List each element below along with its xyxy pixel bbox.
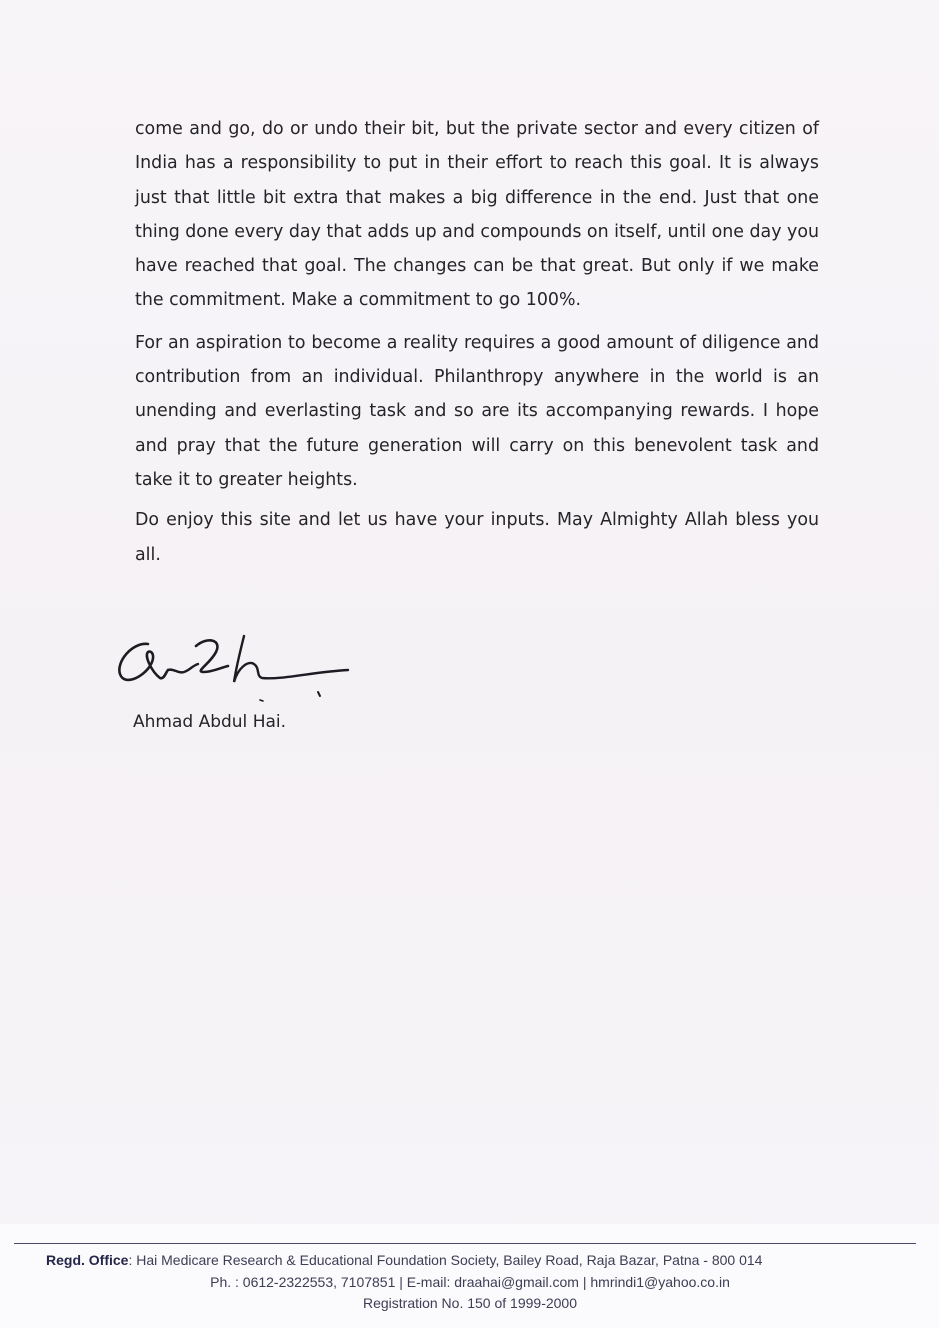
letter-body — [135, 112, 819, 572]
footer-address-line — [20, 1250, 920, 1272]
signer-name: Ahmad Abdul Hai. — [133, 712, 287, 732]
footer-registration-line: Registration No. 150 of 1999-2000 — [362, 1295, 578, 1311]
regd-office-address: : Hai Medicare Research & Educational Foundation Society, Bailey Road, Raja Bazar, Patna - 800 014 — [128, 1252, 763, 1268]
regd-office-label: Regd. Office — [46, 1252, 129, 1268]
paragraph-3: Do enjoy this site and let us have your inputs. May Almighty Allah bless you all. — [135, 510, 819, 565]
paragraph-1: come and go, do or undo their bit, but the private sector and every citizen of India has a responsibility to put in their effort to reach this goal. It is always just that little bit extra that makes a big difference in the end. Just that one thing done every day that adds up and compounds on itself, until one day you have reached that goal. The changes can be that great. But only if we make the commitment. Make a commitment to go 100%. — [135, 119, 819, 311]
footer-divider — [14, 1243, 916, 1244]
signature-image — [112, 622, 362, 712]
letterhead-footer — [20, 1250, 920, 1315]
footer-contact-line: Ph. : 0612-2322553, 7107851 | E-mail: draahai@gmail.com | hmrindi1@yahoo.co.in — [210, 1273, 730, 1290]
paragraph-2: For an aspiration to become a reality requires a good amount of diligence and contribution from an individual. Philanthropy anywhere in the world is an unending and everlasting task and so are its accompanying rewards. I hope and pray that the future generation will carry on this benevolent task and take it to greater heights. — [135, 332, 819, 490]
